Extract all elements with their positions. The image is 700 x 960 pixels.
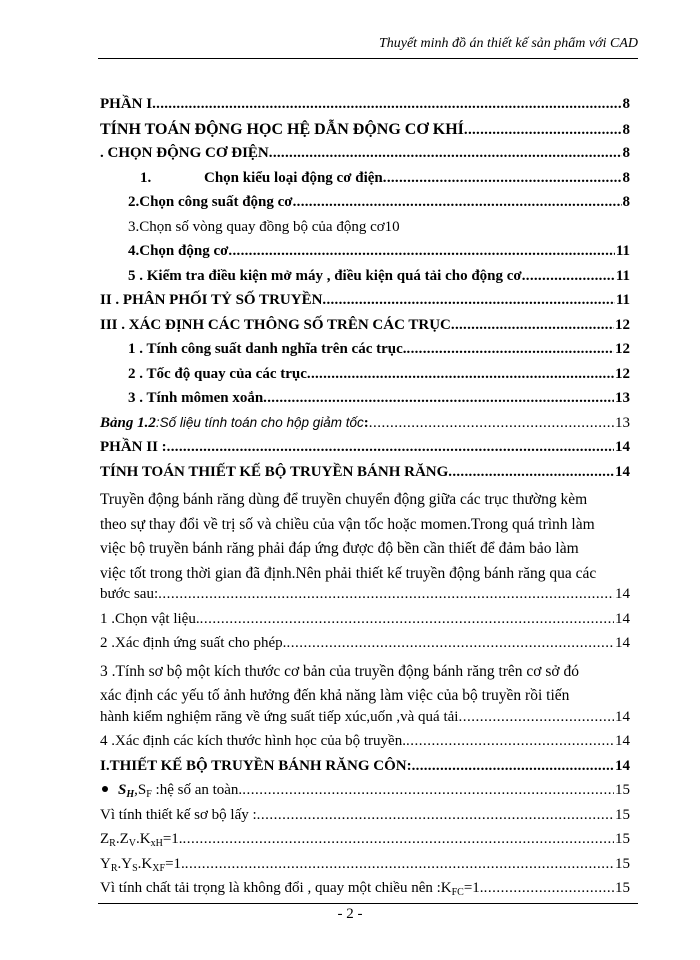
bullet-icon [102,786,108,792]
toc-entry[interactable]: 2.Chọn công suất động cơ ..... 8 [100,194,630,219]
toc-entry[interactable]: $Z_R.Z_V.K_{xH}=1$. ..... 15 [100,831,630,856]
toc-entry[interactable]: 2 .Xác định ứng suất cho phép. ..... 14 [100,635,630,660]
toc-entry[interactable]: 1 .Chọn vật liệu. ..... 14 [100,611,630,636]
toc-entry[interactable]: $Y_R.Y_S.K_{XF}=1$. ..... 15 [100,856,630,881]
paragraph-line: xác định các yếu tố ảnh hưởng đến khả năng làm việc của bộ truyền rồi tiến [100,687,570,704]
toc-entry[interactable]: Vì tính thiết kế sơ bộ lấy : ..... 15 [100,807,630,832]
page-number: - 2 - [337,906,363,922]
footer-rule [98,903,638,904]
paragraph-line: 3 .Tính sơ bộ một kích thước cơ bản của truyền động bánh răng trên cơ sở đó [100,662,579,680]
paragraph-line: việc bộ truyền bánh răng phải đáp ứng được độ bền cần thiết để đảm bảo làm [100,540,579,557]
toc-entry[interactable]: Bảng 1.2 :Số liệu tính toán cho hộp giảm tốc : ..... 13 [100,415,630,440]
page-header: Thuyết minh đồ án thiết kế sản phẩm với CAD [378,36,638,51]
toc-entry[interactable]: 5 . Kiểm tra điều kiện mở máy , điều kiện quá tải cho động cơ ..... 11 [100,268,630,293]
toc-entry[interactable]: bước sau: ..... 14 [100,586,630,611]
toc-entry[interactable]: TÍNH TOÁN ĐỘNG HỌC HỆ DẪN ĐỘNG CƠ KHÍ ..... 8 [100,121,630,146]
toc-entry[interactable]: PHẦN II : ..... 14 [100,439,630,464]
toc-entry[interactable]: Vì tính chất tải trọng là không đổi , quay một chiều nên $:K_{FC}=1$. ..... 15 [100,880,630,905]
toc-entry[interactable]: III . XÁC ĐỊNH CÁC THÔNG SỐ TRÊN CÁC TRỤC ..... 12 [100,317,630,342]
toc-entry[interactable]: 3.Chọn số vòng quay đồng bộ của động cơ10 [128,218,400,235]
toc-entry[interactable]: 1. Chọn kiểu loại động cơ điện ..... 8 [100,170,630,195]
toc-entry[interactable]: II . PHÂN PHỐI TỶ SỐ TRUYỀN ..... 11 [100,292,630,317]
toc-entry[interactable]: hành kiểm nghiệm răng về ứng suất tiếp xúc,uốn ,và quá tải ..... 14 [100,709,630,734]
toc-entry[interactable]: 1 . Tính công suất danh nghĩa trên các trục. ..... 12 [100,341,630,366]
toc-entry[interactable]: I.THIẾT KẾ BỘ TRUYỀN BÁNH RĂNG CÔN: ..... 14 [100,758,630,783]
toc-entry[interactable]: PHẦN I ..... 8 [100,96,630,121]
paragraph-line: Truyền động bánh răng dùng để truyền chuyển động giữa các trục thường kèm [100,491,588,508]
toc-entry[interactable]: 3 . Tính mômen xoắn ..... 13 [100,390,630,415]
toc-entry[interactable]: 2 . Tốc độ quay của các trục ..... 12 [100,366,630,391]
toc-entry[interactable]: 4.Chọn động cơ ..... 11 [100,243,630,268]
toc-entry[interactable]: TÍNH TOÁN THIẾT KẾ BỘ TRUYỀN BÁNH RĂNG ..... 14 [100,464,630,489]
header-rule [98,58,638,59]
paragraph-line: việc tốt trong thời gian đã định.Nên phải thiết kế truyền động bánh răng qua các [100,564,597,582]
toc-entry[interactable]: . CHỌN ĐỘNG CƠ ĐIỆN ..... 8 [100,145,630,170]
toc-entry[interactable]: $S_H$ $,S_F$ :hệ số an toàn. ..... 15 [100,782,630,807]
paragraph-line: theo sự thay đổi về trị số và chiều của vận tốc hoặc momen.Trong quá trình làm [100,515,595,533]
toc-entry[interactable]: 4 .Xác định các kích thước hình học của bộ truyền. ..... 14 [100,733,630,758]
table-of-contents [100,96,630,905]
